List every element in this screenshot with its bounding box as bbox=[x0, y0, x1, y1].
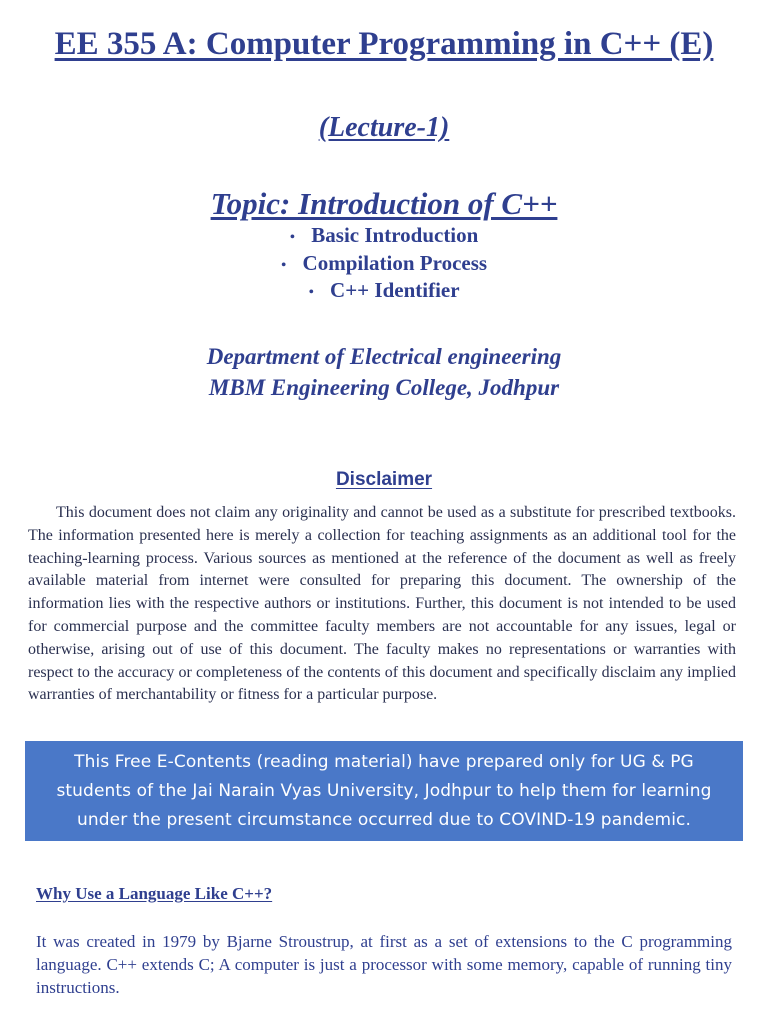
disclaimer-text: This document does not claim any originality and cannot be used as a substitute for prescribed textbooks. The information presented here is merely a collection for teaching assignments as an additional tool for the teaching-learning process. Various sources as mentioned at the reference of the document as well as freely available material from internet were consulted for preparing this document. The ownership of the information lies with the respective authors or institutions. Further, this document is not intended to be used for commercial purpose and the committee faculty members are not accountable for any issues, legal or otherwise, arising out of use of this document. The faculty makes no representations or warranties with respect to the accuracy or completeness of the contents of this document and specifically disclaim any implied warranties of merchantability or fitness for a particular purpose. bbox=[28, 504, 736, 704]
intro-paragraph: It was created in 1979 by Bjarne Stroustrup, at first as a set of extensions to the C programming language. C++ extends C; A computer is just a processor with some memory, capable of running tiny instructions. bbox=[36, 932, 732, 997]
department-name: Department of Electrical engineering bbox=[206, 344, 562, 369]
topic-item-label: Basic Introduction bbox=[311, 223, 479, 247]
disclaimer-heading: Disclaimer bbox=[335, 469, 433, 490]
department-block bbox=[0, 341, 768, 403]
bullet-icon: • bbox=[308, 284, 315, 301]
banner-line: This Free E-Contents (reading material) have prepared only for UG & PG bbox=[74, 752, 694, 772]
course-title: EE 355 A: Computer Programming in C++ (E) bbox=[54, 26, 714, 62]
banner-line: students of the Jai Narain Vyas University, Jodhpur to help them for learning bbox=[56, 781, 712, 801]
college-name: MBM Engineering College, Jodhpur bbox=[208, 375, 560, 400]
list-item bbox=[0, 222, 768, 250]
topic-heading: Topic: Introduction of C++ bbox=[210, 186, 558, 221]
bullet-icon: • bbox=[280, 256, 287, 274]
section-heading: Why Use a Language Like C++? bbox=[36, 884, 273, 903]
topic-list bbox=[0, 222, 768, 305]
list-item bbox=[0, 250, 768, 278]
covid-notice-banner bbox=[25, 741, 743, 841]
banner-line: under the present circumstance occurred due to COVIND-19 pandemic. bbox=[77, 810, 691, 830]
topic-item-label: Compilation Process bbox=[302, 250, 488, 275]
list-item bbox=[0, 277, 768, 305]
bullet-icon: • bbox=[289, 229, 296, 246]
topic-item-label: C++ Identifier bbox=[330, 278, 460, 302]
lecture-number: (Lecture-1) bbox=[318, 112, 450, 143]
